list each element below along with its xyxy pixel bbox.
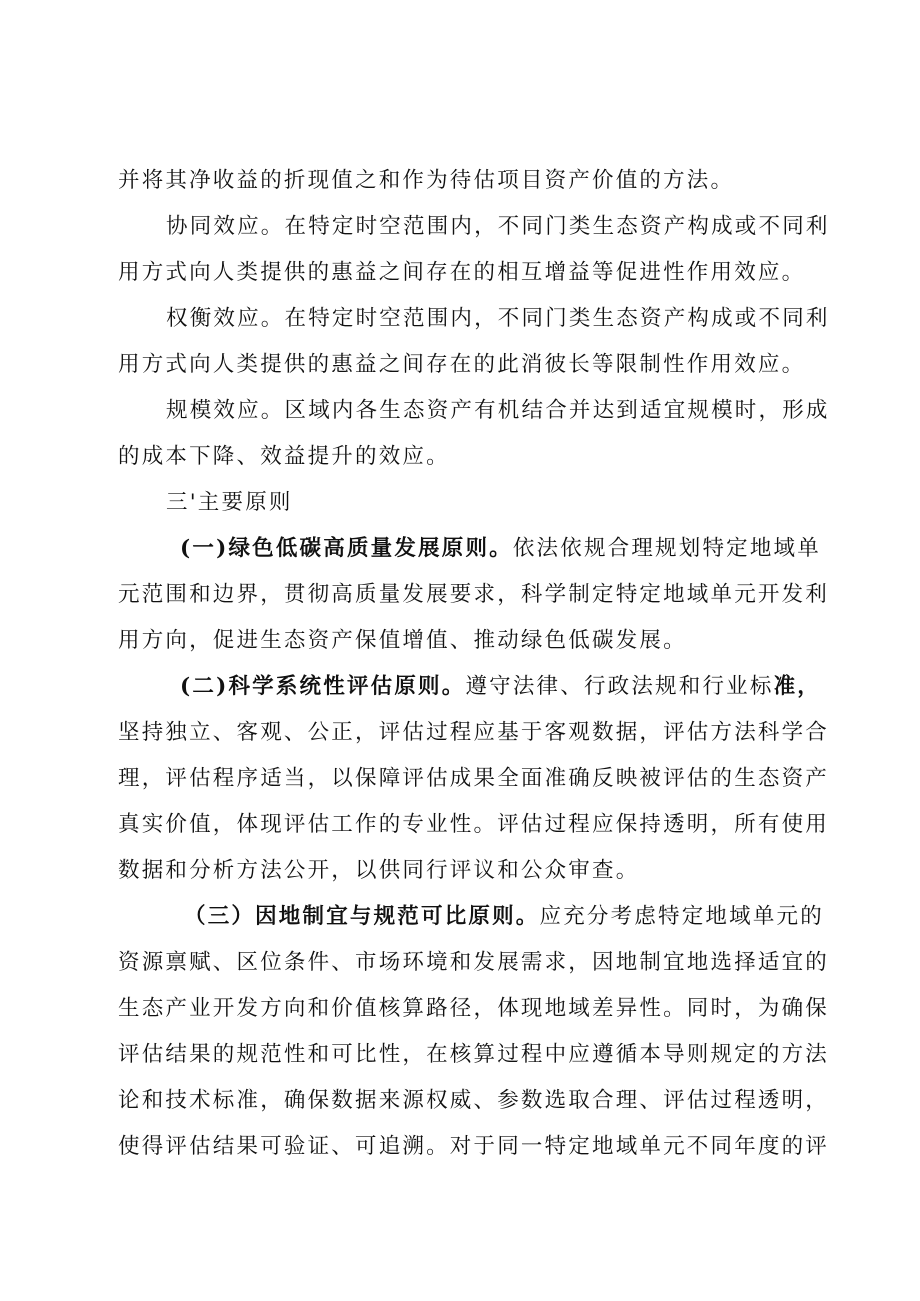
- text-line: 理，评估程序适当，以保障评估成果全面准确反映被评估的生态资产: [118, 766, 830, 791]
- text-line: 用方式向人类提供的惠益之间存在的相互增益等促进性作用效应。: [118, 260, 806, 285]
- text-line: 坚持独立、客观、公正，评估过程应基于客观数据，评估方法科学合: [118, 720, 830, 745]
- principle-text: 遵守法律、行政法规和行业标: [465, 674, 774, 699]
- text-line: 真实价值，体现评估工作的专业性。评估过程应保持透明，所有使用: [118, 812, 830, 837]
- text-line: 元范围和边界，贯彻高质量发展要求，科学制定特定地域单元开发利: [118, 582, 830, 607]
- text-line: 用方向，促进生态资产保值增值、推动绿色低碳发展。: [118, 628, 687, 653]
- text-line: 使得评估结果可验证、可追溯。对于同一特定地域单元不同年度的评: [118, 1134, 830, 1159]
- text-line: 数据和分析方法公开，以供同行评议和公众审查。: [118, 858, 640, 883]
- text-line: 用方式向人类提供的惠益之间存在的此消彼长等限制性作用效应。: [118, 352, 806, 377]
- principle-text-bold: 准，: [773, 674, 821, 699]
- principle-line: [184, 897, 824, 937]
- section-heading: 三'主要原则: [166, 490, 293, 515]
- text-line: 规模效应。区域内各生态资产有机结合并达到适宜规模时，形成: [166, 398, 830, 423]
- text-line: 并将其净收益的折现值之和作为待估项目资产价值的方法。: [118, 168, 735, 193]
- text-line: 生态产业开发方向和价值核算路径，体现地域差异性。同时，为确保: [118, 996, 830, 1021]
- principle-text: 应充分考虑特定地域单元的: [539, 904, 824, 929]
- text-line: 协同效应。在特定时空范围内，不同门类生态资产构成或不同利: [166, 214, 830, 239]
- text-line: 的成本下降、效益提升的效应。: [118, 444, 450, 469]
- principle-title: (一)绿色低碳高质量发展原则。: [180, 536, 513, 561]
- principle-line: [180, 667, 821, 707]
- principle-line: [180, 529, 821, 569]
- principle-text: 依法依规合理规划特定地域单: [512, 536, 821, 561]
- text-line: 评估结果的规范性和可比性，在核算过程中应遵循本导则规定的方法: [118, 1042, 830, 1067]
- text-line: 论和技术标准，确保数据来源权威、参数选取合理、评估过程透明，: [118, 1088, 830, 1113]
- principle-title: (二)科学系统性评估原则。: [180, 674, 466, 699]
- text-line: 资源禀赋、区位条件、市场环境和发展需求，因地制宜地选择适宜的: [118, 950, 830, 975]
- principle-title: （三）因地制宜与规范可比原则。: [184, 904, 540, 929]
- text-line: 权衡效应。在特定时空范围内，不同门类生态资产构成或不同利: [166, 306, 830, 331]
